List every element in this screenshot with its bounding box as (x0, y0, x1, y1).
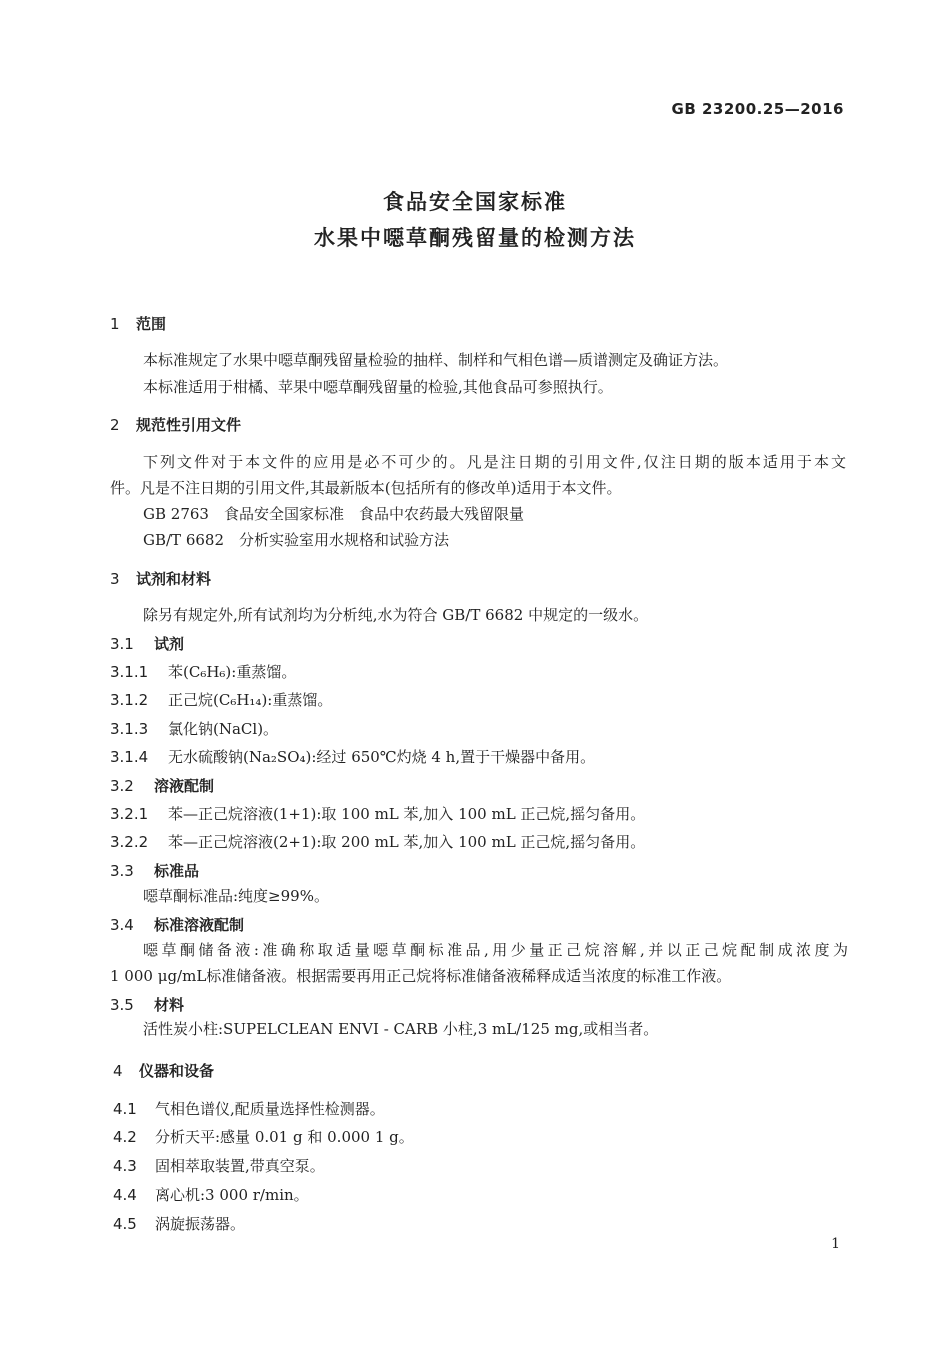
reference-item: GB/T 6682 分析实验室用水规格和试验方法 (143, 531, 450, 549)
list-item (113, 1214, 245, 1234)
section-number: 2 (110, 416, 120, 434)
list-item (113, 1099, 385, 1119)
item-text: 离心机:3 000 r/min。 (155, 1186, 309, 1204)
item-number: 3.1.4 (110, 748, 149, 766)
subsection-label: 标准品 (154, 862, 200, 880)
section-label: 仪器和设备 (139, 1062, 215, 1080)
section-label: 规范性引用文件 (136, 416, 242, 434)
item-number: 3.2.2 (110, 833, 149, 851)
subsection-number: 3.5 (110, 996, 134, 1014)
item-text: 苯(C₆H₆):重蒸馏。 (168, 663, 297, 681)
item-text: 气相色谱仪,配质量选择性检测器。 (155, 1100, 385, 1118)
item-text: 涡旋振荡器。 (155, 1215, 246, 1233)
subsection-label: 试剂 (154, 635, 185, 653)
subsection-number: 3.4 (110, 916, 134, 934)
item-number: 3.1.3 (110, 720, 149, 738)
subsection-label: 标准溶液配制 (154, 916, 245, 934)
paragraph: 本标准规定了水果中噁草酮残留量检验的抽样、制样和气相色谱—质谱测定及确证方法。 (143, 351, 729, 369)
section-2-heading (110, 415, 241, 435)
subsection-3-5-heading (110, 995, 184, 1015)
list-item (110, 719, 278, 739)
paragraph: 噁草酮储备液:准确称取适量噁草酮标准品,用少量正己烷溶解,并以正己烷配制成浓度为 (143, 941, 848, 959)
section-number: 4 (113, 1062, 123, 1080)
item-number: 3.1.1 (110, 663, 149, 681)
item-text: 无水硫酸钠(Na₂SO₄):经过 650℃灼烧 4 h,置于干燥器中备用。 (168, 748, 596, 766)
paragraph: 件。凡是不注日期的引用文件,其最新版本(包括所有的修改单)适用于本文件。 (110, 479, 622, 497)
subsection-3-3-heading (110, 861, 199, 881)
list-item (110, 804, 645, 824)
section-number: 1 (110, 315, 120, 333)
reference-item: GB 2763 食品安全国家标准 食品中农药最大残留限量 (143, 505, 524, 523)
section-1-heading (110, 314, 166, 334)
subsection-number: 3.3 (110, 862, 134, 880)
list-item (110, 690, 332, 710)
paragraph: 噁草酮标准品:纯度≥99%。 (143, 887, 329, 905)
paragraph: 1 000 μg/mL标准储备液。根据需要再用正己烷将标准储备液稀释成适当浓度的标准工作液。 (110, 967, 732, 985)
item-text: 正己烷(C₆H₁₄):重蒸馏。 (168, 691, 333, 709)
standard-code: GB 23200.25—2016 (671, 100, 844, 118)
section-label: 试剂和材料 (136, 570, 212, 588)
page-number: 1 (831, 1236, 840, 1252)
item-number: 4.3 (113, 1157, 137, 1175)
subsection-label: 材料 (154, 996, 185, 1014)
item-text: 苯—正己烷溶液(1+1):取 100 mL 苯,加入 100 mL 正己烷,摇匀备用。 (168, 805, 646, 823)
subsection-label: 溶液配制 (154, 777, 215, 795)
item-number: 4.2 (113, 1128, 137, 1146)
subsection-3-1-heading (110, 634, 184, 654)
item-number: 3.2.1 (110, 805, 149, 823)
item-number: 3.1.2 (110, 691, 149, 709)
paragraph: 活性炭小柱:SUPELCLEAN ENVI - CARB 小柱,3 mL/125 mg,或相当者。 (143, 1020, 659, 1038)
paragraph: 本标准适用于柑橘、苹果中噁草酮残留量的检验,其他食品可参照执行。 (143, 378, 613, 396)
section-number: 3 (110, 570, 120, 588)
item-number: 4.5 (113, 1215, 137, 1233)
item-text: 苯—正己烷溶液(2+1):取 200 mL 苯,加入 100 mL 正己烷,摇匀备用。 (168, 833, 646, 851)
list-item (113, 1156, 325, 1176)
list-item (110, 747, 595, 767)
paragraph: 除另有规定外,所有试剂均为分析纯,水为符合 GB/T 6682 中规定的一级水。 (143, 606, 649, 624)
title-line-1: 食品安全国家标准 (383, 190, 567, 214)
subsection-number: 3.1 (110, 635, 134, 653)
list-item (110, 662, 296, 682)
list-item (113, 1185, 309, 1205)
title-line-2: 水果中噁草酮残留量的检测方法 (314, 226, 636, 250)
item-text: 氯化钠(NaCl)。 (168, 720, 279, 738)
subsection-3-4-heading (110, 915, 244, 935)
item-text: 固相萃取装置,带真空泵。 (155, 1157, 325, 1175)
list-item (110, 832, 645, 852)
item-number: 4.1 (113, 1100, 137, 1118)
section-4-heading (113, 1061, 214, 1081)
subsection-number: 3.2 (110, 777, 134, 795)
section-label: 范围 (136, 315, 167, 333)
paragraph: 下列文件对于本文件的应用是必不可少的。凡是注日期的引用文件,仅注日期的版本适用于本文 (143, 453, 846, 471)
list-item (113, 1127, 414, 1147)
item-number: 4.4 (113, 1186, 137, 1204)
item-text: 分析天平:感量 0.01 g 和 0.000 1 g。 (155, 1128, 414, 1146)
subsection-3-2-heading (110, 776, 214, 796)
section-3-heading (110, 569, 211, 589)
